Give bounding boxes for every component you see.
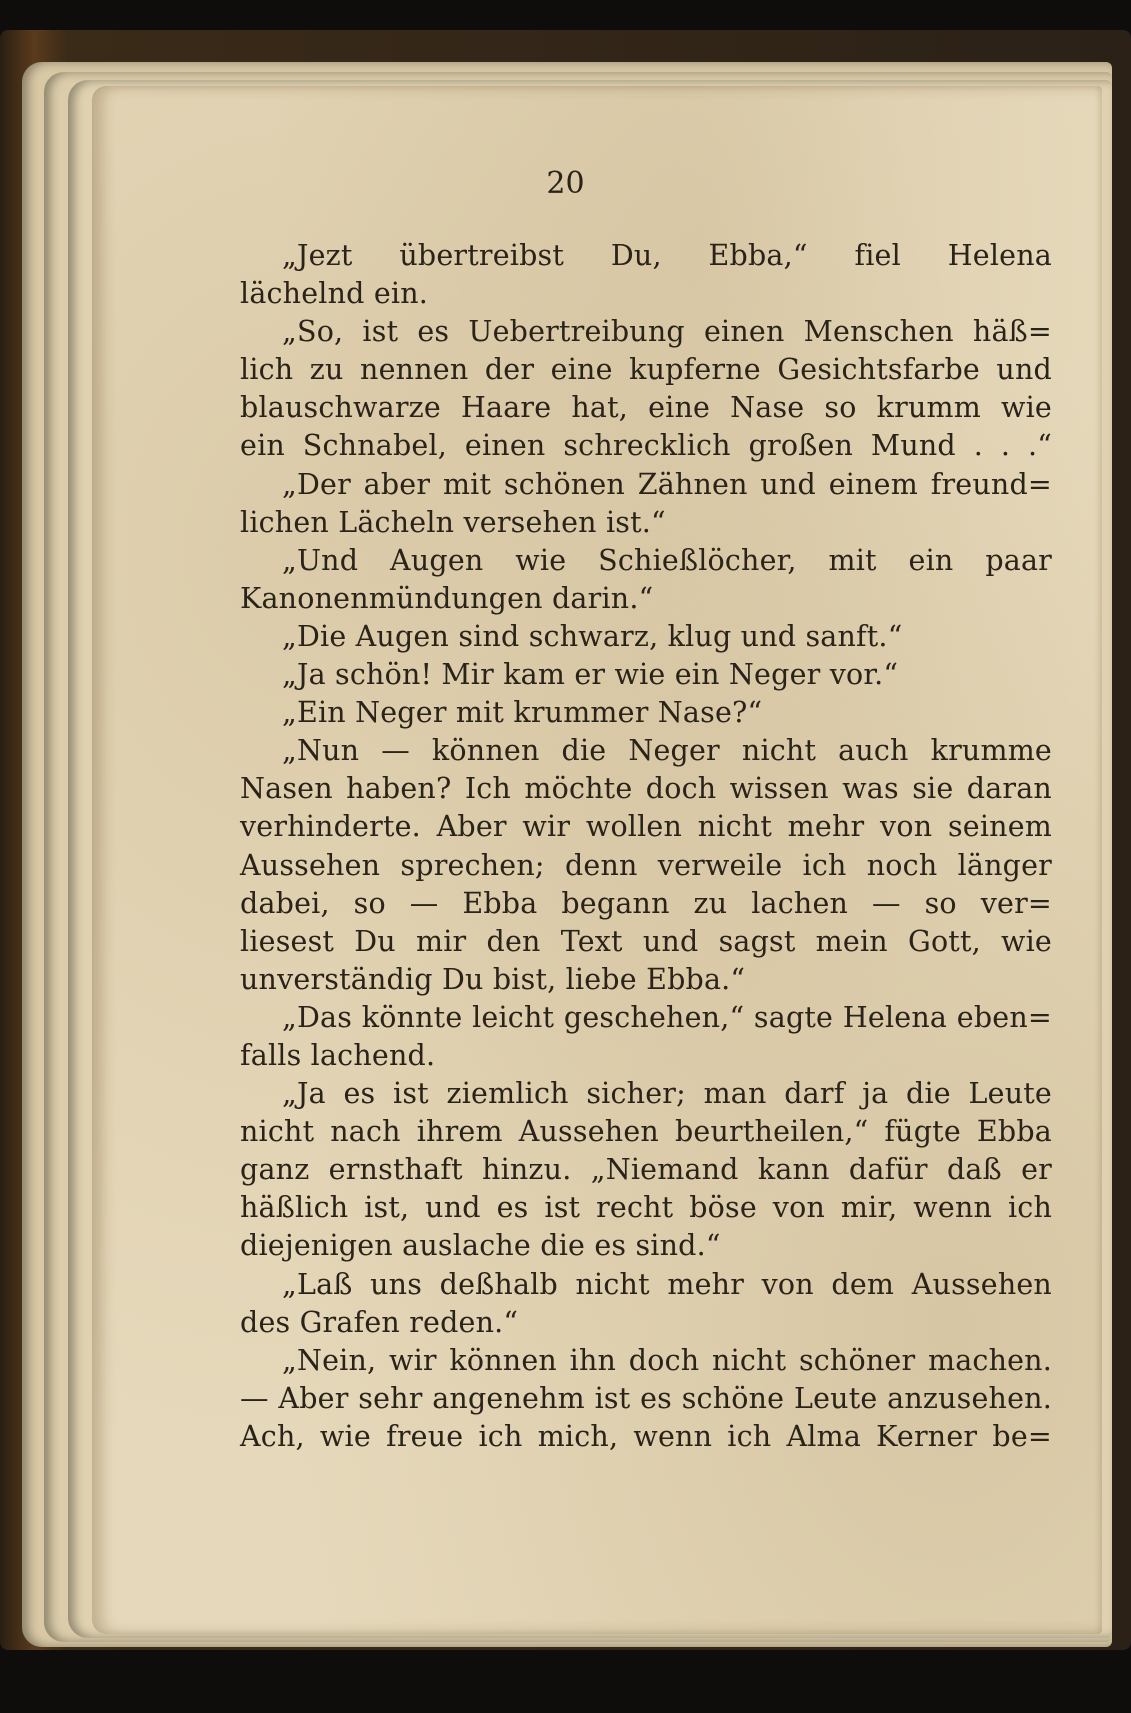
text-line: „Das könnte leicht geschehen,“ sagte Helena eben= [282, 1000, 1052, 1034]
text-line: lich zu nennen der eine kupferne Gesichtsfarbe und [240, 353, 1052, 387]
text-line: „Der aber mit schönen Zähnen und einem freund= [282, 467, 1052, 501]
page-number: 20 [546, 166, 585, 201]
text-line: „Ja schön! Mir kam er wie ein Neger vor.“ [282, 658, 899, 692]
text-line: liesest Du mir den Text und sagst mein Gott, wie [240, 924, 1052, 958]
text-line: „Und Augen wie Schießlöcher, mit ein paar [282, 543, 1052, 577]
text-line: lächelnd ein. [240, 277, 429, 311]
text-line: blauschwarze Haare hat, eine Nase so krumm wie [240, 391, 1052, 425]
text-line: „Ja es ist ziemlich sicher; man darf ja die Leute [282, 1077, 1052, 1111]
text-line: „Nein, wir können ihn doch nicht schöner machen. [282, 1343, 1052, 1377]
body-text [240, 237, 1052, 1456]
text-line: „Die Augen sind schwarz, klug und sanft.“ [282, 619, 903, 653]
text-line: dabei, so — Ebba begann zu lachen — so ver= [240, 886, 1052, 920]
text-line: verhinderte. Aber wir wollen nicht mehr von seinem [240, 810, 1052, 844]
text-line: „Ein Neger mit krummer Nase?“ [282, 696, 763, 730]
text-line: Ach, wie freue ich mich, wenn ich Alma Kerner be= [240, 1419, 1052, 1453]
text-line: diejenigen auslache die es sind.“ [240, 1229, 721, 1263]
text-line: nicht nach ihrem Aussehen beurtheilen,“ fügte Ebba [240, 1115, 1052, 1149]
text-line: Nasen haben? Ich möchte doch wissen was sie daran [240, 772, 1052, 806]
text-line: ein Schnabel, einen schrecklich großen Mund . . .“ [240, 429, 1052, 463]
text-line: „Nun — können die Neger nicht auch krumme [282, 734, 1052, 768]
text-line: lichen Lächeln versehen ist.“ [240, 505, 666, 539]
text-line: häßlich ist, und es ist recht böse von mir, wenn ich [240, 1191, 1052, 1225]
text-line: „So, ist es Uebertreibung einen Menschen häß= [282, 315, 1052, 349]
text-line: Aussehen sprechen; denn verweile ich noch länger [240, 848, 1052, 882]
text-line: — Aber sehr angenehm ist es schöne Leute anzusehen. [240, 1381, 1052, 1415]
text-line: falls lachend. [240, 1038, 436, 1072]
text-line: des Grafen reden.“ [240, 1305, 519, 1339]
text-line: unverständig Du bist, liebe Ebba.“ [240, 962, 746, 996]
text-line: „Laß uns deßhalb nicht mehr von dem Aussehen [282, 1267, 1052, 1301]
text-line: Kanonenmündungen darin.“ [240, 581, 654, 615]
text-line: „Jezt übertreibst Du, Ebba,“ fiel Helena [282, 239, 1052, 272]
text-line: ganz ernsthaft hinzu. „Niemand kann dafür daß er [240, 1153, 1052, 1187]
